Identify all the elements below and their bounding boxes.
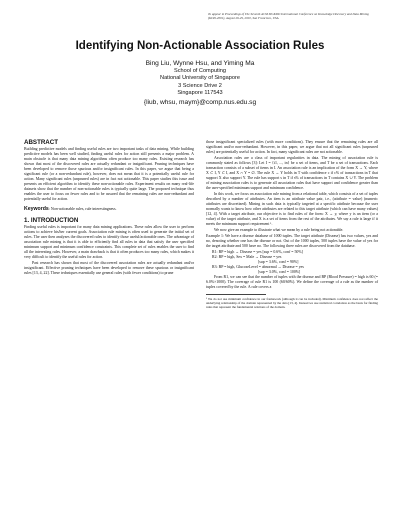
author-city: Singapore 117543 (177, 90, 223, 97)
rule-item: R2: BP = high, Sex = Male → Disease = yes (212, 255, 282, 259)
keywords-text: : Non-actionable rules, rule interestingness. (48, 207, 117, 211)
body-paragraph-4: We now give an example to illustrate what we mean by a rule being not actionable. (214, 228, 344, 232)
author-street: 3 Science Drive 2 (178, 82, 222, 89)
intro-heading: 1. INTRODUCTION (24, 217, 79, 224)
publication-note: To appear in Proceedings of The Seventh ACM SIGKDD International Conference on Knowledge Discovery and Data Mining (KDD-2001), August 26-29, 2001, San Francisco, USA. (208, 12, 369, 21)
intro-paragraph-1: Finding useful rules is important for many data mining applications. These rules allow the user to perform actions to achieve his/her current goals. Association rule mining is often used to generate the initial set of rules. The user then analyzes the discovered rules to identify those useful/actionable ones. The advantage of association rule mining is that it is able to efficiently find all rules in data that satisfy the user specified minimum support and minimum confidence constraints. This complete set of rules enables the user to find all the interesting rules. However, a main drawback is that it often produces too many rules, which makes it very difficult to identify the useful rules for action. (24, 225, 194, 259)
body-paragraph-6: From R1, we can see that the number of tuples with the disease and BP (Blood Pressure) = high is 60 (= 6.0%×1000). The coverage of rule R1 is 100 (60/60%). We define the coverage of a rule as the number of tuples covered by the rule. A rule covers a (206, 275, 378, 289)
author-email: {liub, whsu, maym}@comp.nus.edu.sg (143, 98, 257, 106)
right-column (206, 140, 378, 310)
rule-item: R1: BP = high → Disease = yes [sup = 0.6%, conf = 50%] (212, 250, 303, 254)
author-univ: National University of Singapore (160, 75, 240, 82)
author-names: Bing Liu, Wynne Hsu, and Yiming Ma (145, 60, 255, 67)
example-paragraph: Example 1: We have a disease database of 1000 tuples. The target attribute (Disease) has two values, yes and no, denoting whether one has the disease or not. Out of the 1000 tuples, 500 tuples have the value of yes for the target attribute and 500 have no. The following three rules are discovered from the database. (206, 234, 378, 248)
keywords-label: Keywords (24, 206, 49, 212)
rule-item: R3: BP = high, GlucoseLevel = abnormal → Disease = yes (212, 265, 304, 269)
keywords-line (24, 207, 194, 212)
abstract-text: Building predictive models and finding useful rules are two important tasks of data mining. While building predictive models has been well studied, finding useful rules for action still presents a major problem. A main obstacle is that many data mining algorithms often produce too many rules. Existing research has shown that most of the discovered rules are actually redundant or insignificant. Pruning techniques have been developed to remove those spurious and/or insignificant rules. In this paper, we argue that being a significant rule (or a non-redundant rule), however, does not mean that it is a potentially useful rule for action. Many significant rules (unpruned rules) are in fact not actionable. This paper studies this issue and presents an efficient algorithm to identify these non-actionable rules. Experiment results on many real-life datasets show that the number of non-actionable rules is typically quite large. The proposed technique thus enables the user to focus on fewer rules and to be assured that the remaining rules are non-redundant and potentially useful for action. (24, 147, 194, 201)
footnote-divider (206, 294, 266, 295)
paper-title: Identifying Non-Actionable Association Rules (75, 40, 325, 52)
footnote: ¹ We do not use minimum confidence in our framework (although it can be included). Minimum confidence does not reflect the underlying relationship of the domain represented by the data [13, 4]. Instead we use statistical correlation as the basis for finding rules that represent the fundamental relations of the domain. (206, 297, 378, 310)
rule-list (206, 250, 378, 275)
rule-stats: [sup = 3.6%, conf = 90%] (258, 260, 299, 264)
left-column (24, 140, 194, 277)
rule-stats: [sup = 3.0%, conf = 100%] (258, 270, 301, 274)
intro-paragraph-2: Past research has shown that most of the discovered association rules are actually redundant and/or insignificant. Effective pruning techniques have been developed to remove these spurious or insignificant rules [13, 4, 22]. These techniques essentially use general rules (with fewer conditions) to prune (24, 261, 194, 275)
body-paragraph-2: Association rules are a class of important regularities in data. The mining of association rule is commonly stated as follows [3]: Let I = {i1, ..., in} be a set of items, and T be a set of transactions. Each transaction consists of a subset of items in I. An association rule is an implication of the form X → Y, where X ⊂ I, Y ⊂ I, and X ∩ Y = ∅. The rule X → Y holds in T with confidence c if c% of transactions in T that support X also support Y. The rule has support s in T if s% of transactions in T contains X ∪ Y. The problem of mining association rules is to generate all association rules that have support and confidence greater than the user-specified minimum support and minimum confidence. (206, 156, 378, 190)
body-paragraph-1: those insignificant specialized rules (with more conditions). They ensure that the remaining rules are all significant and/or non-redundant. However, in this paper, we argue that not all significant rules (unpruned rules) are potentially useful for action. In fact, many significant rules are not actionable. (206, 140, 378, 154)
author-dept: School of Computing (174, 67, 226, 74)
abstract-heading: ABSTRACT (24, 139, 59, 146)
body-paragraph-3: In this work, we focus on association rule mining from a relational table, which consists of a set of tuples described by a number of attributes. An item is an attribute value pair, i.e., (attribute = value) (numeric attributes are discretized). Mining in such data is typically targeted at a specific attribute because the user normally wants to know how other attributes are related to this target attribute (which can have many values) [12, 4]. With a target attribute, our objective is to find rules of the form: X → y, where y is an item (or a value) of the target attribute, and X is a set of items from the rest of the attributes. We say a rule is large if it meets the minimum support requirement ¹. (206, 192, 378, 226)
author-block (0, 60, 400, 107)
